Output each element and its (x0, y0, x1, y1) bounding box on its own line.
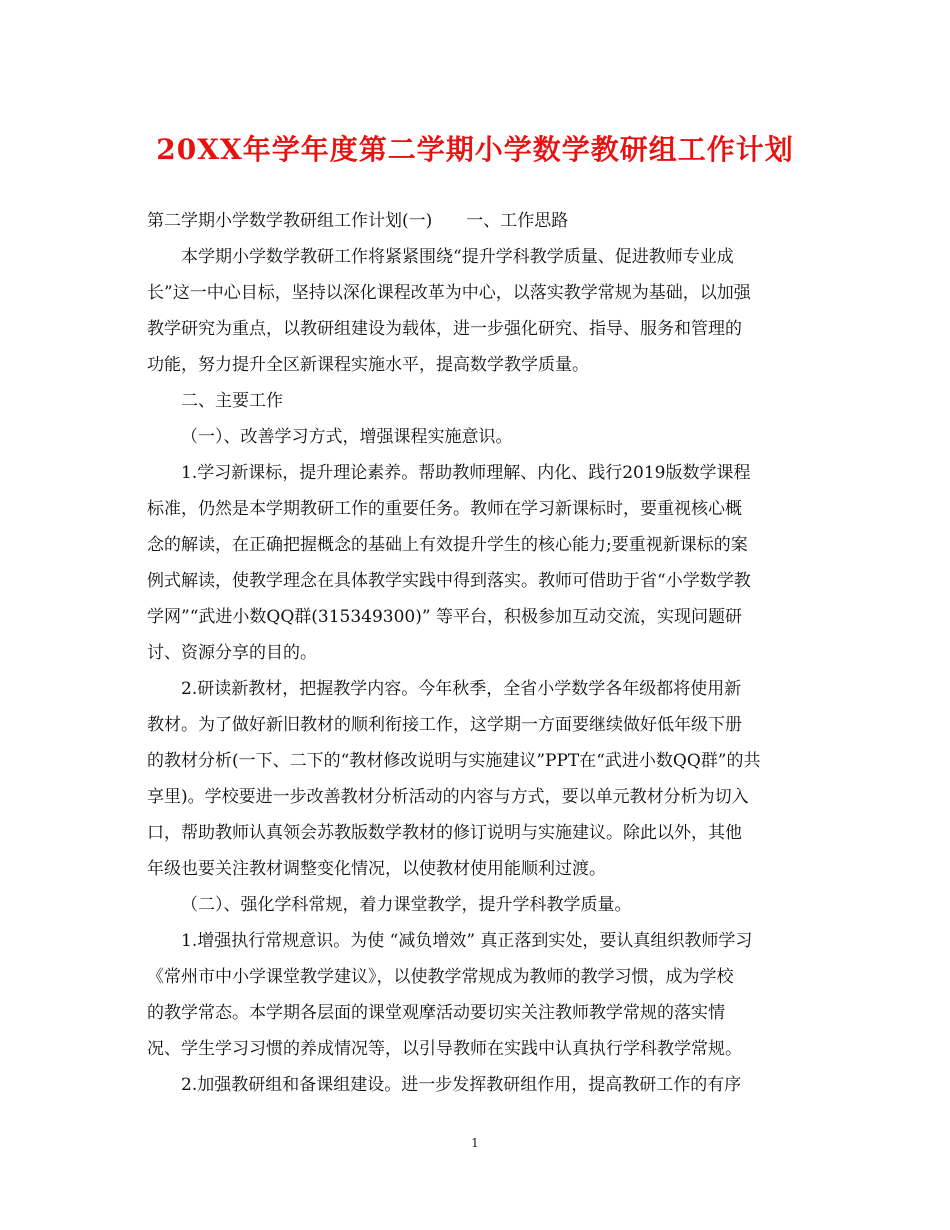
text-line: 1.增强执行常规意识。为使 “减负增效” 真正落到实处，要认真组织教师学习 (181, 931, 753, 951)
paragraph-new-textbook (147, 671, 807, 887)
subheading-learning-method (147, 419, 807, 455)
text-line: 二、主要工作 (181, 391, 283, 411)
text-line: 年级也要关注教材调整变化情况，以使教材使用能顺利过渡。 (147, 859, 606, 879)
text-line: （二）、强化学科常规，着力课堂教学，提升学科教学质量。 (181, 895, 632, 915)
text-line: 念的解读，在正确把握概念的基础上有效提升学生的核心能力;要重视新课标的案 (147, 535, 748, 555)
paragraph-work-idea (147, 239, 807, 383)
text-line: 2.研读新教材，把握教学内容。今年秋季，全省小学数学各年级都将使用新 (181, 679, 742, 699)
paragraph-new-curriculum (147, 455, 807, 671)
heading-main-work (147, 383, 807, 419)
text-line: 《常州市中小学课堂教学建议》，以使教学常规成为教师的教学习惯，成为学校 (147, 967, 734, 987)
text-line: 1.学习新课标，提升理论素养。帮助教师理解、内化、践行2019版数学课程 (181, 463, 751, 483)
text-line: 口，帮助教师认真领会苏教版数学教材的修订说明与实施建议。除此以外，其他 (147, 823, 742, 843)
text-line: 教学研究为重点，以教研组建设为载体，进一步强化研究、指导、服务和管理的 (147, 319, 742, 339)
text-line: 2.加强教研组和备课组建设。进一步发挥教研组作用，提高教研工作的有序 (181, 1075, 742, 1095)
text-line: 例式解读，使教学理念在具体教学实践中得到落实。教师可借助于省“小学数学教 (147, 571, 751, 591)
page-number: 1 (471, 1136, 479, 1150)
text-line: 况、学生学习习惯的养成情况等，以引导教师在实践中认真执行学科教学常规。 (147, 1039, 742, 1059)
document-body (147, 203, 807, 1103)
text-line: 教材。为了做好新旧教材的顺利衔接工作，这学期一方面要继续做好低年级下册 (147, 715, 742, 735)
text-line: （一）、改善学习方式，增强课程实施意识。 (181, 427, 513, 447)
paragraph-teaching-group (147, 1067, 807, 1103)
text-line: 功能，努力提升全区新课程实施水平，提高数学教学质量。 (147, 355, 589, 375)
document-title: 20XX年学年度第二学期小学数学教研组工作计划 (156, 133, 794, 166)
text-line: 标准，仍然是本学期教研工作的重要任务。教师在学习新课标时，要重视核心概 (147, 499, 742, 519)
text-line: 本学期小学数学教研工作将紧紧围绕“提升学科教学质量、促进教师专业成 (181, 247, 734, 267)
subheading-subject-routine (147, 887, 807, 923)
text-line: 享里)。学校要进一步改善教材分析活动的内容与方式，要以单元教材分析为切入 (147, 787, 749, 807)
section-heading-line: 第二学期小学数学教研组工作计划(一) 一、工作思路 (147, 211, 569, 231)
text-line: 的教学常态。本学期各层面的课堂观摩活动要切实关注教师教学常规的落实情 (147, 1003, 725, 1023)
text-line: 长”这一中心目标，坚持以深化课程改革为中心，以落实教学常规为基础，以加强 (147, 283, 751, 303)
text-line: 的教材分析(一下、二下的“教材修改说明与实施建议”PPT在“武进小数QQ群”的共 (147, 751, 761, 771)
paragraph-routine-awareness (147, 923, 807, 1067)
text-line: 学网”“武进小数QQ群(315349300)” 等平台，积极参加互动交流，实现问题研 (147, 607, 742, 627)
text-line: 讨、资源分享的目的。 (147, 643, 317, 663)
